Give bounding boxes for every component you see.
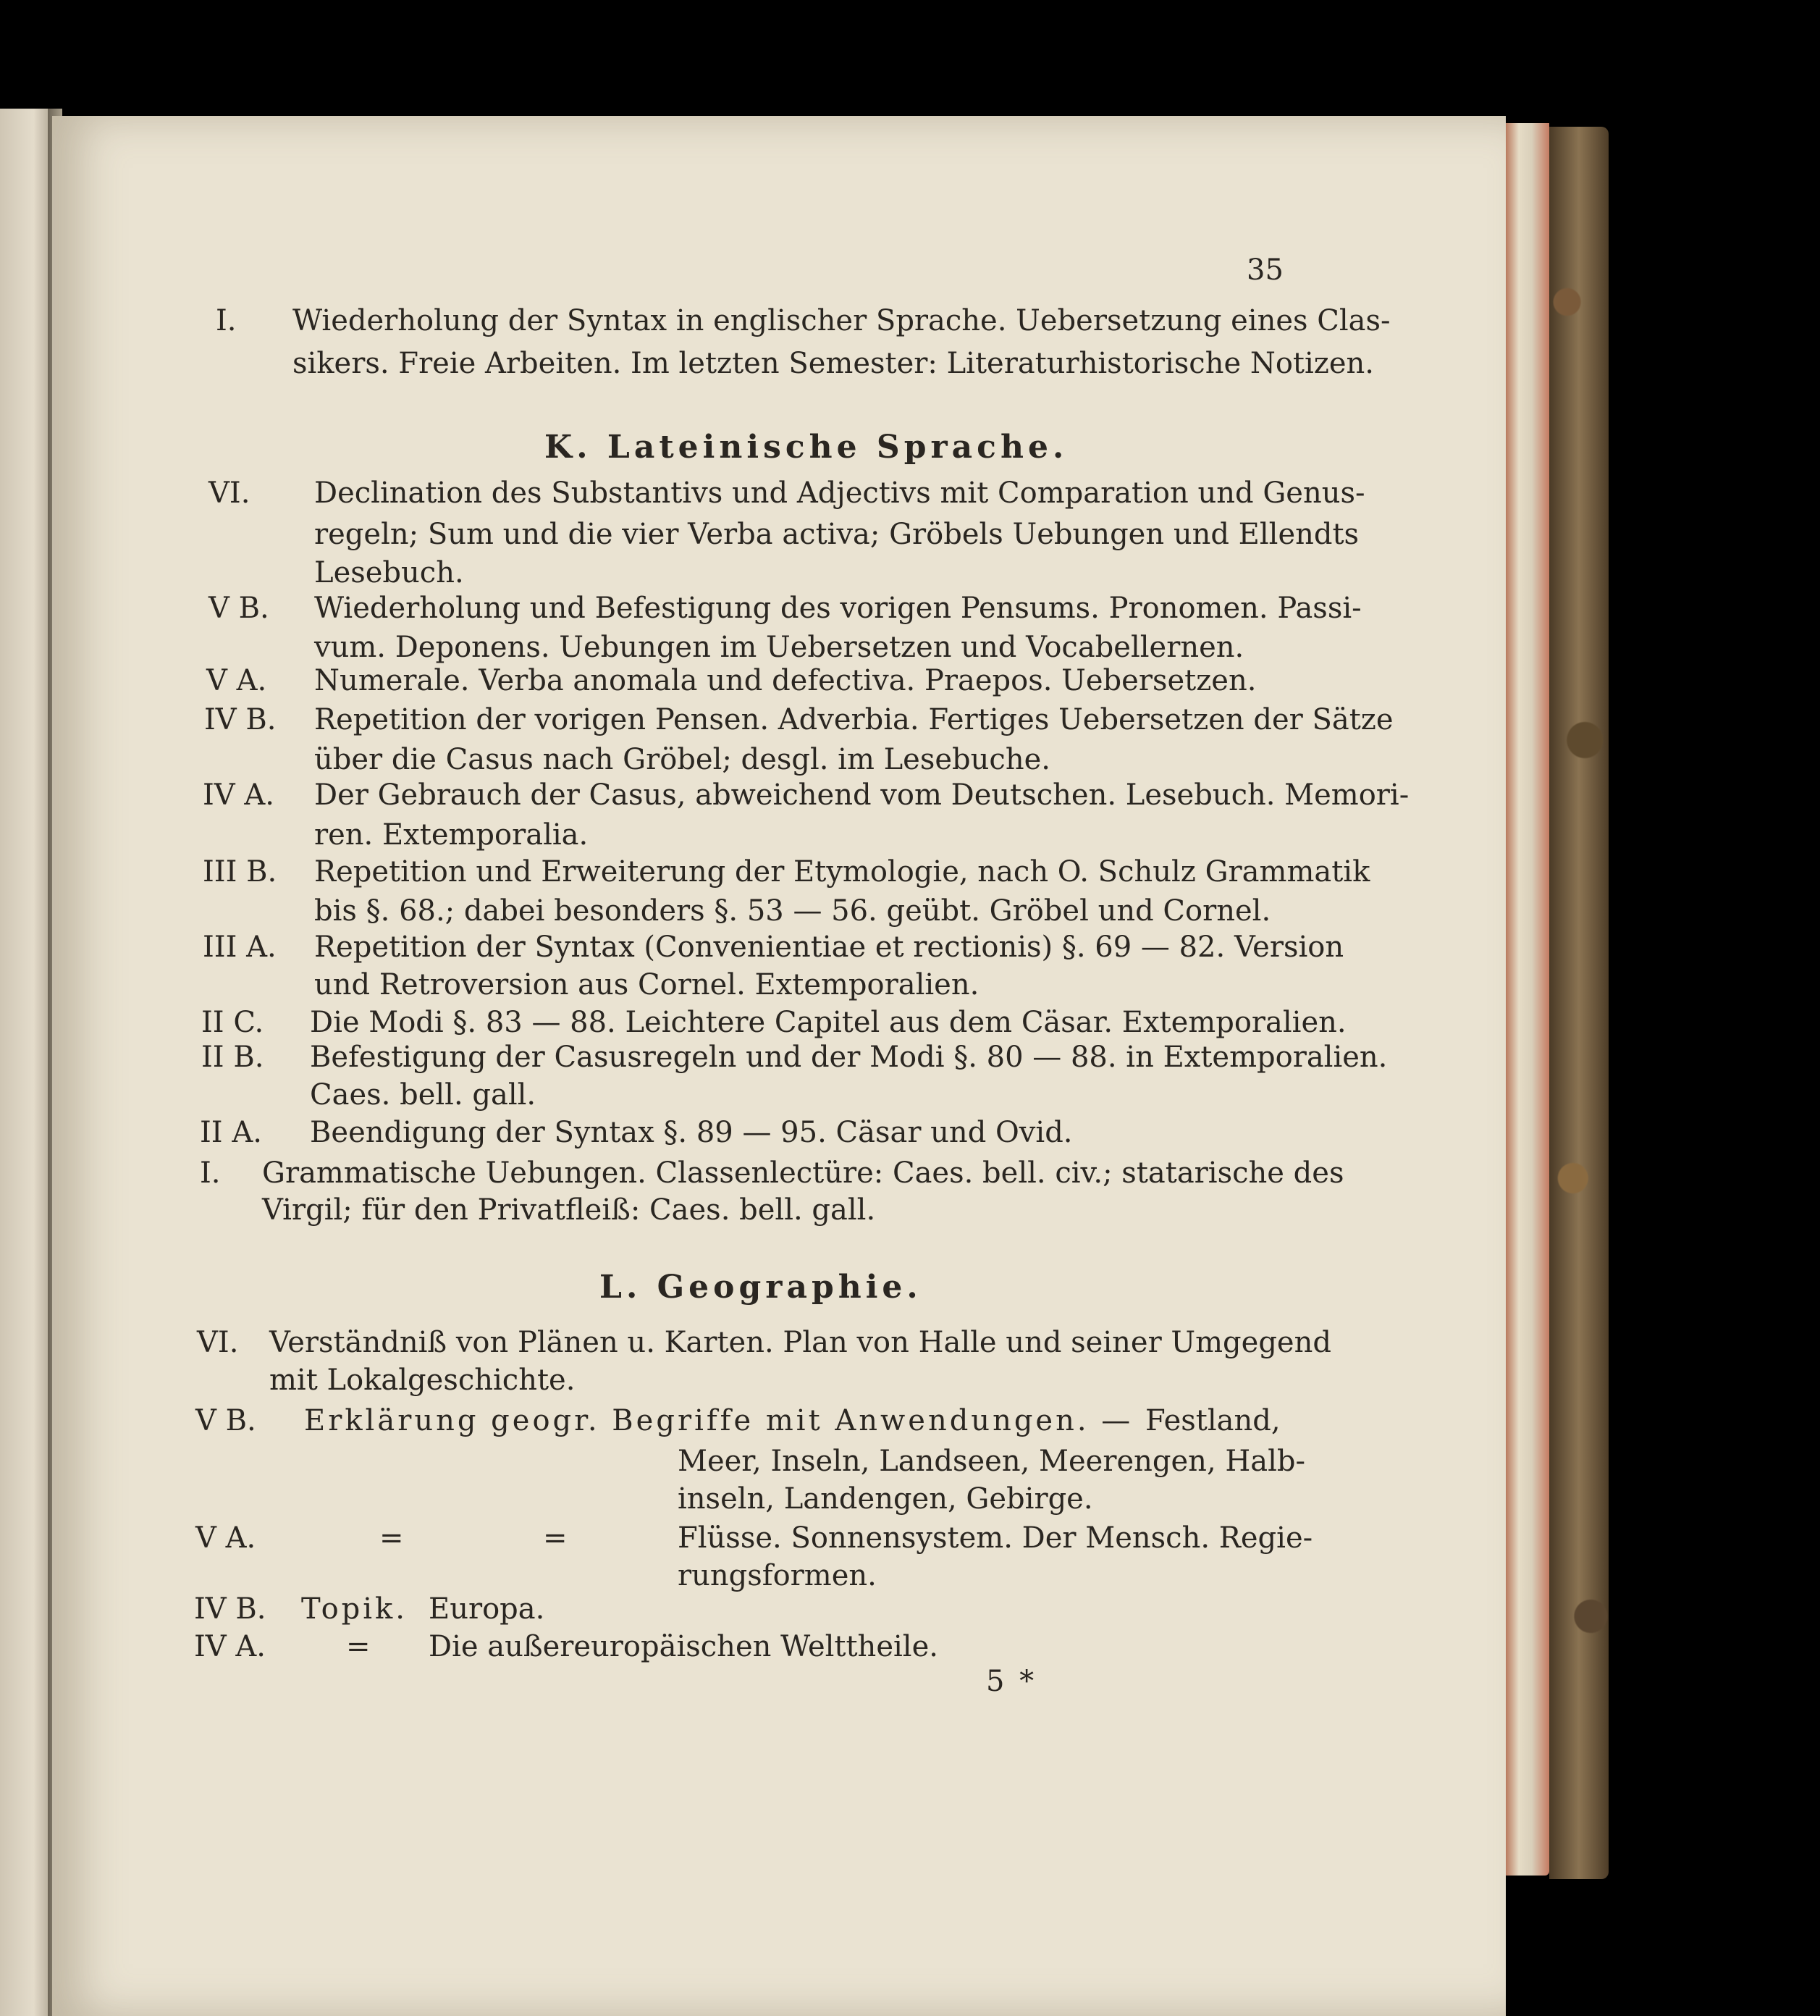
class-label: VI. [208, 476, 250, 510]
text-line: mit Lokalgeschichte. [269, 1364, 576, 1397]
class-label: I. [200, 1156, 221, 1190]
text-line: Befestigung der Casusregeln und der Modi §. 80 — 88. in Extemporalien. [310, 1041, 1388, 1074]
ditto-mark: = [379, 1521, 404, 1555]
class-label: V A. [206, 664, 267, 697]
text-line: Repetition der vorigen Pensen. Adverbia. Fertiges Uebersetzen der Sätze [314, 703, 1394, 736]
class-label: IV A. [194, 1630, 266, 1663]
class-label: III A. [203, 931, 277, 964]
class-label: II A. [200, 1116, 262, 1149]
text-line: ren. Extemporalia. [314, 818, 589, 852]
text-line: Topik. [301, 1592, 408, 1626]
text-line: Beendigung der Syntax §. 89 — 95. Cäsar und Ovid. [310, 1116, 1073, 1149]
text-line: regeln; Sum und die vier Verba activa; Gröbels Uebungen und Ellendts [314, 518, 1360, 551]
text-line: bis §. 68.; dabei besonders §. 53 — 56. geübt. Gröbel und Cornel. [314, 894, 1271, 928]
text-line: Wiederholung und Befestigung des vorigen Pensums. Pronomen. Passi- [314, 592, 1362, 625]
class-label: IV A. [203, 778, 275, 812]
class-label: VI. [197, 1326, 239, 1359]
text-line: und Retroversion aus Cornel. Extemporalien. [314, 968, 979, 1001]
text-line: Wiederholung der Syntax in englischer Sprache. Uebersetzung eines Clas- [292, 304, 1391, 337]
ditto-mark: = [543, 1521, 568, 1555]
text-line: Flüsse. Sonnensystem. Der Mensch. Regie- [678, 1521, 1313, 1555]
text-line: Die außereuropäischen Welttheile. [429, 1630, 938, 1663]
ditto-mark: = [346, 1630, 371, 1663]
class-label: I. [216, 304, 237, 337]
class-label: V B. [208, 592, 269, 625]
text-line: Numerale. Verba anomala und defectiva. Praepos. Uebersetzen. [314, 664, 1257, 697]
text-line: Repetition und Erweiterung der Etymologie, nach O. Schulz Grammatik [314, 855, 1370, 889]
section-heading-geography: L. Geographie. [599, 1269, 922, 1306]
class-label: IV B. [194, 1592, 266, 1626]
text-line: Erklärung geogr. Begriffe mit Anwendungen. — [304, 1404, 1134, 1437]
text-line: über die Casus nach Gröbel; desgl. im Lesebuche. [314, 743, 1050, 776]
class-label: II B. [201, 1041, 264, 1074]
printer-signature: 5 * [986, 1665, 1037, 1698]
class-label: II C. [201, 1006, 264, 1039]
text-line: Europa. [429, 1592, 545, 1626]
text-line: vum. Deponens. Uebungen im Uebersetzen und Vocabellernen. [314, 631, 1244, 664]
text-line: Grammatische Uebungen. Classenlectüre: Caes. bell. civ.; statarische des [262, 1156, 1344, 1190]
text-line: inseln, Landengen, Gebirge. [678, 1482, 1093, 1516]
text-line: Verständniß von Plänen u. Karten. Plan von Halle und seiner Umgegend [269, 1326, 1331, 1359]
text-line: sikers. Freie Arbeiten. Im letzten Semester: Literaturhistorische Notizen. [292, 347, 1375, 380]
section-heading-latin: K. Lateinische Sprache. [544, 429, 1069, 466]
page-number: 35 [1247, 253, 1284, 287]
text-line: Caes. bell. gall. [310, 1078, 536, 1112]
text-line: Meer, Inseln, Landseen, Meerengen, Halb- [678, 1445, 1306, 1478]
class-label: III B. [203, 855, 277, 889]
class-label: IV B. [204, 703, 277, 736]
text-line: Repetition der Syntax (Convenientiae et rectionis) §. 69 — 82. Version [314, 931, 1344, 964]
text-line: Der Gebrauch der Casus, abweichend vom Deutschen. Lesebuch. Memori- [314, 778, 1410, 812]
text-line: Declination des Substantivs und Adjectivs mit Comparation und Genus- [314, 476, 1365, 510]
text-line: Lesebuch. [314, 556, 464, 589]
class-label: V A. [195, 1521, 256, 1555]
text-line: Die Modi §. 83 — 88. Leichtere Capitel aus dem Cäsar. Extemporalien. [310, 1006, 1347, 1039]
class-label: V B. [195, 1404, 256, 1437]
text-line: rungsformen. [678, 1559, 877, 1592]
text-line: Festland, [1145, 1404, 1281, 1437]
text-line: Virgil; für den Privatfleiß: Caes. bell. gall. [262, 1193, 876, 1227]
